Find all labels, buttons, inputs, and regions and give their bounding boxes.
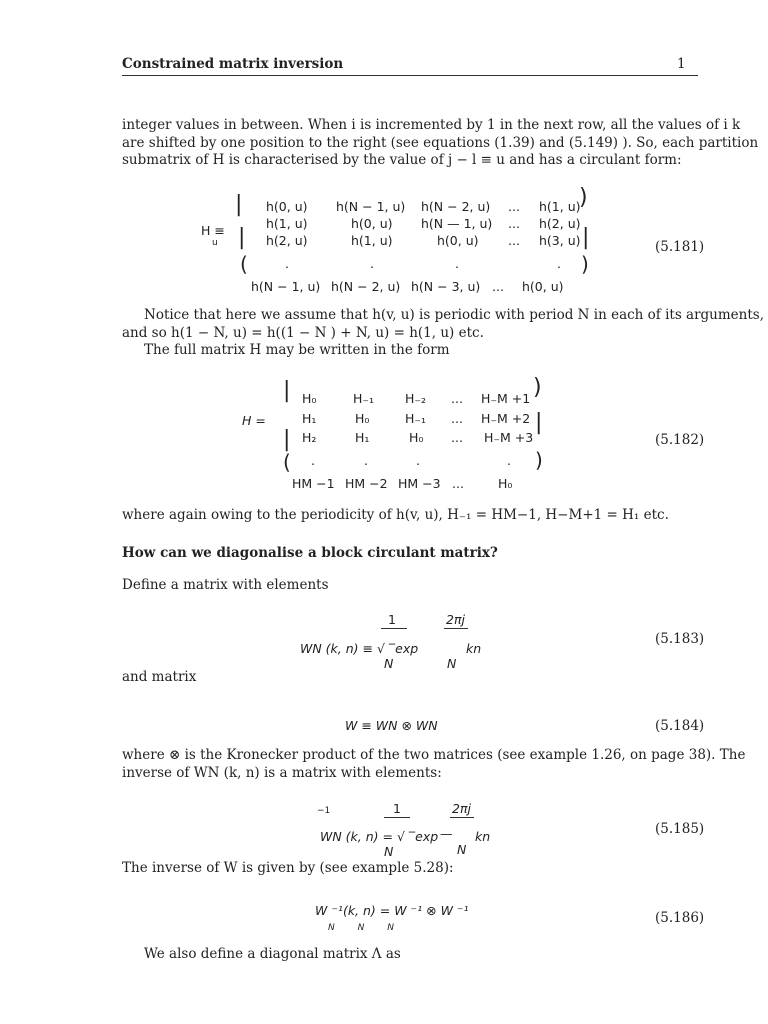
paragraph-periodicity xyxy=(122,307,765,360)
exponent-denominator: N xyxy=(447,656,457,671)
running-header-title: Constrained matrix inversion xyxy=(122,56,344,72)
exponent-numerator: 2πj xyxy=(446,612,465,627)
equation-number: (5.186) xyxy=(655,910,705,926)
fraction-denominator: N xyxy=(384,656,394,671)
paragraph-line: We also define a diagonal matrix Λ as xyxy=(144,946,401,962)
paragraph-periodicity-blocks xyxy=(122,507,698,525)
matrix-cell: h(N − 1, u) xyxy=(251,279,321,294)
paragraph-kronecker xyxy=(122,747,746,782)
page-number: 1 xyxy=(677,56,686,72)
fraction-bar xyxy=(450,817,474,818)
matrix-cell: H₋₁ xyxy=(405,411,427,426)
equation-lhs: H = xyxy=(242,413,266,428)
matrix-dot: . xyxy=(285,256,289,271)
matrix-dot: . xyxy=(557,256,561,271)
matrix-cell: ... xyxy=(452,476,464,491)
matrix-cell: H₁ xyxy=(302,411,317,426)
equation-lhs: WN (k, n) ≡ √ ‾exp xyxy=(300,641,419,656)
paragraph-line: Define a matrix with elements xyxy=(122,577,329,593)
matrix-cell: h(3, u) xyxy=(539,233,581,248)
matrix-cell: HM −1 xyxy=(292,476,335,491)
paragraph-define xyxy=(122,577,698,595)
paragraph-and-matrix xyxy=(122,669,698,687)
matrix-cell: h(0, u) xyxy=(351,216,393,231)
matrix-cell: HM −3 xyxy=(398,476,441,491)
equation-5-186: W ⁻¹(k, n) = W ⁻¹ ⊗ W ⁻¹ xyxy=(315,903,469,918)
right-bracket: | xyxy=(535,410,543,435)
matrix-cell: h(0, u) xyxy=(437,233,479,248)
equation-subscripts: N N N xyxy=(328,923,394,933)
fraction-bar xyxy=(381,628,407,629)
fraction-bar xyxy=(384,817,410,818)
matrix-cell: h(N − 2, u) xyxy=(421,199,491,214)
matrix-cell: ... xyxy=(451,411,463,426)
paragraph-intro xyxy=(122,117,759,170)
matrix-cell: H₋M +2 xyxy=(481,411,531,426)
fraction-denominator: N xyxy=(384,844,394,859)
equation-5-184: W ≡ WN ⊗ WN xyxy=(345,718,438,733)
matrix-cell: ... xyxy=(508,216,520,231)
fraction-numerator: 1 xyxy=(388,612,396,627)
paragraph-line: and matrix xyxy=(122,669,197,685)
paragraph-diagonal xyxy=(122,946,698,964)
matrix-dot: . xyxy=(416,453,420,468)
exponent-denominator: N xyxy=(457,842,467,857)
matrix-cell: ... xyxy=(492,279,504,294)
paragraph-line: are shifted by one position to the right (see equations (1.39) and (5.149) ). So, each partition xyxy=(122,134,759,151)
matrix-cell: h(1, u) xyxy=(266,216,308,231)
matrix-cell: H₀ xyxy=(409,430,424,445)
paragraph-line: where ⊗ is the Kronecker product of the two matrices (see example 1.26, on page 38). The xyxy=(122,747,746,763)
fraction-numerator: 1 xyxy=(393,801,401,816)
matrix-cell: ... xyxy=(451,391,463,406)
left-bracket: ( xyxy=(283,450,291,474)
matrix-cell: H₋M +3 xyxy=(484,430,534,445)
header-rule xyxy=(122,75,698,76)
superscript-inverse: −1 xyxy=(317,806,331,816)
matrix-cell: H₁ xyxy=(355,430,370,445)
matrix-dot: . xyxy=(311,453,315,468)
paragraph-line: Notice that here we assume that h(v, u) is periodic with period N in each of its arguments, xyxy=(144,307,765,323)
fraction-bar xyxy=(444,628,468,629)
matrix-dot: . xyxy=(507,453,511,468)
matrix-cell: ... xyxy=(508,233,520,248)
matrix-cell: h(1, u) xyxy=(539,199,581,214)
right-bracket: ) xyxy=(579,185,588,210)
equation-lhs: H ≡ xyxy=(201,223,225,238)
left-bracket: | xyxy=(283,427,291,452)
equation-tail: kn xyxy=(466,641,482,656)
matrix-cell: h(N — 1, u) xyxy=(421,216,493,231)
paragraph-line: where again owing to the periodicity of h(v, u), H₋₁ = HM−1, H−M+1 = H₁ etc. xyxy=(122,507,669,523)
matrix-cell: HM −2 xyxy=(345,476,388,491)
paragraph-line: The full matrix H may be written in the form xyxy=(144,342,450,358)
left-bracket: | xyxy=(238,225,246,250)
matrix-cell: h(2, u) xyxy=(266,233,308,248)
matrix-cell: h(2, u) xyxy=(539,216,581,231)
matrix-cell: h(N − 3, u) xyxy=(411,279,481,294)
equation-number: (5.183) xyxy=(655,631,705,647)
right-bracket: ) xyxy=(535,448,543,472)
matrix-cell: H₂ xyxy=(302,430,317,445)
matrix-cell: h(1, u) xyxy=(351,233,393,248)
section-heading-text: How can we diagonalise a block circulant matrix? xyxy=(122,545,498,561)
matrix-cell: H₀ xyxy=(355,411,370,426)
matrix-cell: H₋₂ xyxy=(405,391,427,406)
matrix-dot: . xyxy=(455,256,459,271)
paragraph-line: The inverse of W is given by (see example 5.28): xyxy=(122,860,454,876)
equation-tail: kn xyxy=(475,829,491,844)
equation-number: (5.181) xyxy=(655,239,705,255)
left-bracket: | xyxy=(283,378,291,403)
matrix-dot: . xyxy=(364,453,368,468)
matrix-cell: H₋₁ xyxy=(353,391,375,406)
matrix-dot: . xyxy=(370,256,374,271)
left-bracket: ( xyxy=(240,252,248,276)
paragraph-inverse-w xyxy=(122,860,698,878)
matrix-cell: h(0, u) xyxy=(522,279,564,294)
matrix-cell: H₋M +1 xyxy=(481,391,531,406)
equation-lhs-subscript: u xyxy=(212,238,218,248)
equation-number: (5.182) xyxy=(655,432,705,448)
paragraph-line: and so h(1 − N, u) = h((1 − N ) + N, u) = h(1, u) etc. xyxy=(122,324,484,341)
paragraph-line: inverse of WN (k, n) is a matrix with elements: xyxy=(122,764,442,781)
matrix-cell: ... xyxy=(508,199,520,214)
matrix-cell: ... xyxy=(451,430,463,445)
equation-number: (5.185) xyxy=(655,821,705,837)
matrix-cell: h(N − 2, u) xyxy=(331,279,401,294)
minus-sign: — xyxy=(440,826,453,841)
paragraph-line: submatrix of H is characterised by the value of j − l ≡ u and has a circulant form: xyxy=(122,152,682,168)
equation-number: (5.184) xyxy=(655,718,705,734)
matrix-cell: H₀ xyxy=(302,391,317,406)
exponent-numerator: 2πj xyxy=(452,801,471,816)
right-bracket: ) xyxy=(581,252,589,276)
paragraph-line: integer values in between. When i is incremented by 1 in the next row, all the values of i k xyxy=(122,117,741,133)
right-bracket: ) xyxy=(533,375,542,400)
left-bracket: | xyxy=(235,192,243,217)
matrix-cell: h(0, u) xyxy=(266,199,308,214)
right-bracket: | xyxy=(582,225,590,250)
matrix-cell: h(N − 1, u) xyxy=(336,199,406,214)
matrix-cell: H₀ xyxy=(498,476,513,491)
equation-lhs: WN (k, n) = √ ‾exp xyxy=(320,829,439,844)
section-heading xyxy=(122,545,698,563)
